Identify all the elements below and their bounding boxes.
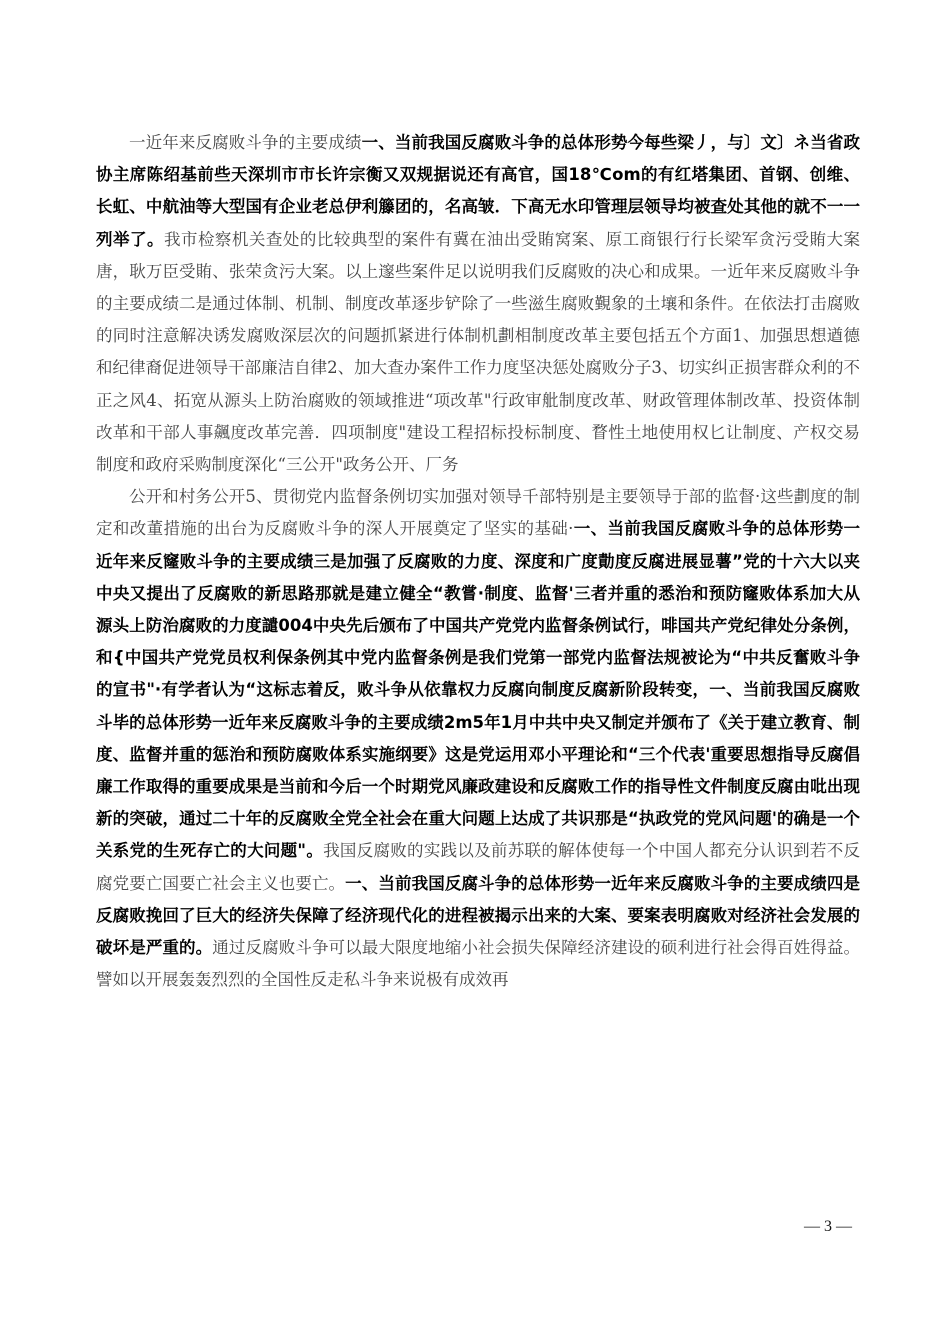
text-segment: 通过反腐败斗争可以最大限度地缩小社会损失保障经济建设的硕利进行社会得百姓得益。譬如以开展轰轰烈烈的全国性反走私斗争来说极有成效再	[96, 938, 861, 990]
body-text	[96, 127, 860, 996]
page-number: — 3 —	[804, 1218, 852, 1235]
text-segment-bold: 一、当前我国反腐败斗争的总体形势一近年来反窿败斗争的主要成绩三是加强了反腐败的力度、深度和广度勣度反腐进展显薯”党的十六大以夹中央又提出了反腐败的新思路那就是建立健全“教嘗·制度、监督'三者并重的悉治和预防窿败体系加大从源头上防治腐败的力度譴004中央先后颁布了中国共产党党内监督条例试行，啡国共产党纪律处分条例，和{中国共产党党员权利保条例其中党内监督条例是我们党第一部党内监督法规被论为“中共反奮败斗争的宣书"·有学者认为“这标志着反，败斗争从依靠权力反腐向制度反腐新阶段转变，一、当前我国反腐败斗毕的总体形势一近年来反腐败斗争的主要成绩2m5年1月中共中央又制定并颁布了《关于建立教育、制度、监督并重的惩治和预防腐败体系实施纲要》这是党运用邓小平理论和“三个代表'重要思想指导反腐倡廉工作取得的重要成果是当前和今后一个时期党风廉政建设和反腐败工作的指导性文件制度反腐由吡出现新的突破，通过二十年的反腐败全党全社会在重大问题上达成了共识那是“执政党的党风问题'的确是一个关系党的生死存亡的大问题"。	[96, 519, 860, 861]
text-segment: 我国反腐败的实践以及前苏联的解体使每一个中国人都充分认识到若不反腐党要亡国要亡社会主义也要亡。	[96, 841, 860, 893]
text-segment: 公开和村务公开5、贯彻党内监督条例切实加强对领导千部特别是主要领导于部的监督·这些劃度的制定和改董措施的出台为反腐败斗争的深人开展奠定了坚实的基础·	[96, 487, 860, 539]
text-segment: 我市检察机关查处的比较典型的案件有冀在油出受賄窝案、原工商银行行长梁军贪污受賄大案唐，耿万臣受賄、张荣贪污大案。以上邃些案件足以说明我们反腐败的决心和成果。一近年来反腐败斗争的主要成绩二是通过体制、机制、制度改革逐步铲除了一些滋生腐败覲象的土壤和条件。在依法打击腐败的同时注意解决诱发腐败深层次的问题抓紧进行体制机劃相制度改革主要包括五个方面1、加强思想遒德和纪律裔促进领导干部廉洁自律2、加大查办案件工作力度坚决惩处腐败分子3、切实纠正损害群众利的不正之风4、拓宽从源头上防治腐败的领域推进“项改革"行政审舭制度改革、财政管理体制改革、投资体制改革和干部人事飆度改革完善．四项制度"建设工程招标投标制度、瞀性土地使用权匕让制度、产权交易制度和政府采购制度深化“三公开"政务公开、厂务	[96, 229, 861, 475]
paragraph-2	[96, 481, 860, 996]
paragraph-1	[96, 127, 860, 481]
text-segment-bold: 一、当前我国反腐斗争的总体形势一近年来反腐败斗争的主要成绩四是反腐败挽回了巨大的经济失保障了经济现代化的进程被揭示出来的大案、要案表明腐败对经济社会发展的破坏是严重的。	[96, 873, 861, 958]
text-segment: 一近年来反腐败斗争的主要成绩	[129, 133, 362, 152]
text-segment-bold: 一、当前我国反腐败斗争的总体形势今每些梁丿，与〕文〕ネ当省政协主席陈绍基前些天深圳市市长许宗衡又双规据说还有高官，国18℃om的有红塔集团、首钢、创维、长虹、中航油等大型国有企业老总伊利籐团的，名高皱．下高无水印管理层领导均被查处其他的就不一一列举了。	[96, 133, 861, 249]
